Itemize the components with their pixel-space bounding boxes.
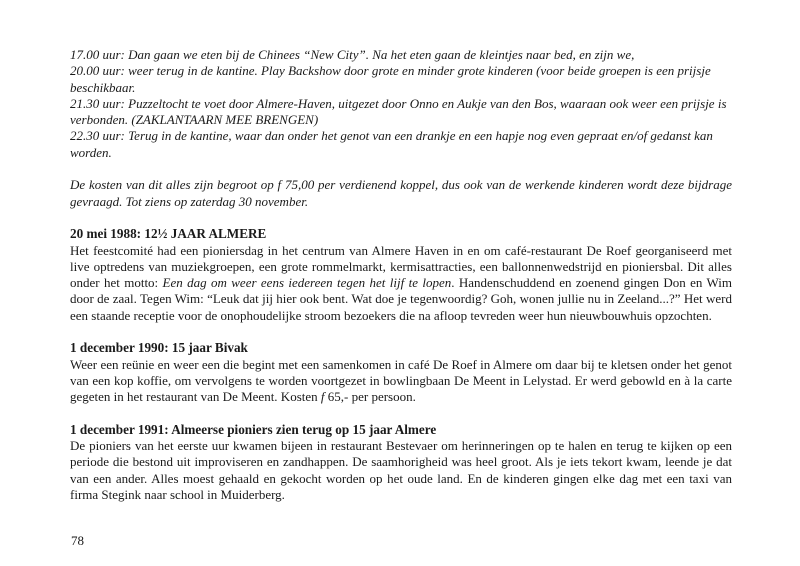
schedule-paragraph [70, 47, 732, 161]
section-body-1991 [70, 438, 732, 503]
section-heading-1990: 1 december 1990: 15 jaar Bivak [70, 340, 248, 356]
motto-italic-phrase: Een dag om weer eens iedereen tegen het lijf te lopen [162, 275, 452, 291]
section-heading-1991: 1 december 1991: Almeerse pioniers zien terug op 15 jaar Almere [70, 421, 437, 437]
schedule-item-2130: 21.30 uur: Puzzeltocht te voet door Almere-Haven, uitgezet door Onno en Aukje van den Bos, waaraan ook weer een prijsje is verbonden. (ZAKLANTAARN MEE BRENGEN) [70, 95, 727, 128]
costs-paragraph: De kosten van dit alles zijn begroot op f 75,00 per verdienend koppel, dus ook van de werkende kinderen wordt deze bijdrage gevraagd. Tot ziens op zaterdag 30 november. [70, 177, 732, 209]
body-text-run: . Handenschuddend en zoenend gingen Don en Wim door de zaal. Tegen Wim: “Leuk dat jij hier ook bent. Wat doe je tegenwoordig? Goh, wonen jullie nu in Zeeland...?” Het werd een staande receptie voor de onophoudelijke stroom bezoekers die na afloop tevreden weer hun nieuwbouwhuis opzochten. [70, 275, 732, 323]
section-body-1990 [70, 357, 732, 406]
body-text-run: 65,- per persoon. [324, 389, 416, 405]
body-text-run: Weer een reünie en weer een die begint met een samenkomen in café De Roef in Almere om daar bij te kletsen onder het genot van een kop koffie, om vervolgens te worden voortgezet in bowlingbaan De Meent in Lelystad. Er werd gebowld en à la carte gegeten in het restaurant van De Meent. Kosten [70, 356, 732, 405]
section-1988-almere [70, 226, 732, 324]
schedule-item-2000: 20.00 uur: weer terug in de kantine. Play Backshow door grote en minder grote kinderen (voor beide groepen is een prijsje beschikbaar. [70, 63, 711, 95]
page-number: 78 [71, 533, 84, 548]
schedule-item-2230: 22.30 uur: Terug in de kantine, waar dan onder het genot van een drankje en een hapje nog even gepraat en/of gedanst kan worden. [70, 128, 713, 160]
section-body-1988 [70, 243, 732, 324]
guilder-sign: f [320, 389, 325, 405]
body-text-run: Het feestcomité had een pioniersdag in het centrum van Almere Haven in en om café-restaurant De Roef georganiseerd met live optredens van muziekgroepen, een grote rommelmarkt, kermisattracties, een ballonnenwedstrijd en pioniersbal. Dit alles onder het motto: [70, 242, 732, 291]
schedule-item-1700: 17.00 uur: Dan gaan we eten bij de Chinees “New City”. Na het eten gaan de kleintjes naar bed, en zijn we, [70, 47, 635, 62]
body-text-run: De pioniers van het eerste uur kwamen bijeen in restaurant Bestevaer om herinneringen op te halen en terug te kijken op een periode die bestond uit improviseren en zandhappen. De saamhorigheid was heel groot. Als je iets tekort kwam, leende je dat van een ander. Alles moest gehaald en gekocht worden op het oude land. En de kinderen gingen elke dag met een taxi van firma Stegink naar school in Muiderberg. [70, 438, 732, 503]
section-heading-1988: 20 mei 1988: 12½ JAAR ALMERE [70, 226, 267, 242]
section-1990-bivak [70, 340, 732, 405]
section-1991-pioniers [70, 422, 732, 503]
